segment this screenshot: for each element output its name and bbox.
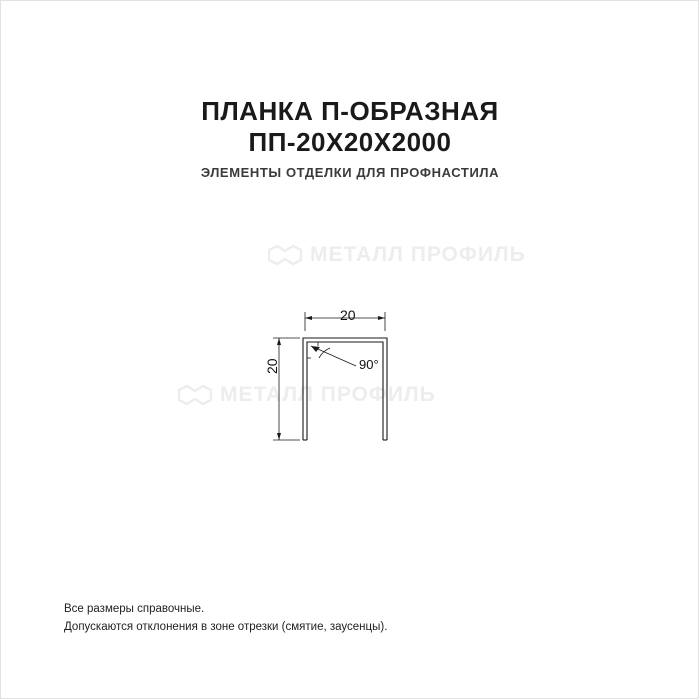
angle-label: 90° xyxy=(359,357,379,372)
footer-note-line-2: Допускаются отклонения в зоне отрезки (смятие, заусенцы). xyxy=(64,621,388,633)
page-title-line-1: ПЛАНКА П-ОБРАЗНАЯ xyxy=(201,96,499,126)
page-title-line-2: ПП-20Х20Х2000 xyxy=(248,127,452,157)
footer-note-line-1: Все размеры справочные. xyxy=(64,603,205,615)
arrow-left-top xyxy=(277,338,281,345)
arrow-left-bottom xyxy=(277,433,281,440)
arrow-top-left xyxy=(305,316,312,320)
profile-outer-contour xyxy=(303,338,387,440)
dimension-label-left: 20 xyxy=(264,358,280,374)
angle-arc xyxy=(319,348,330,358)
watermark-text-top: МЕТАЛЛ ПРОФИЛЬ xyxy=(310,243,526,266)
arrow-top-right xyxy=(378,316,385,320)
watermark-text-bottom: МЕТАЛЛ ПРОФИЛЬ xyxy=(220,383,436,406)
dimension-label-top: 20 xyxy=(340,307,356,323)
page-subtitle: ЭЛЕМЕНТЫ ОТДЕЛКИ ДЛЯ ПРОФНАСТИЛА xyxy=(200,165,500,180)
footer-notes xyxy=(64,600,387,636)
